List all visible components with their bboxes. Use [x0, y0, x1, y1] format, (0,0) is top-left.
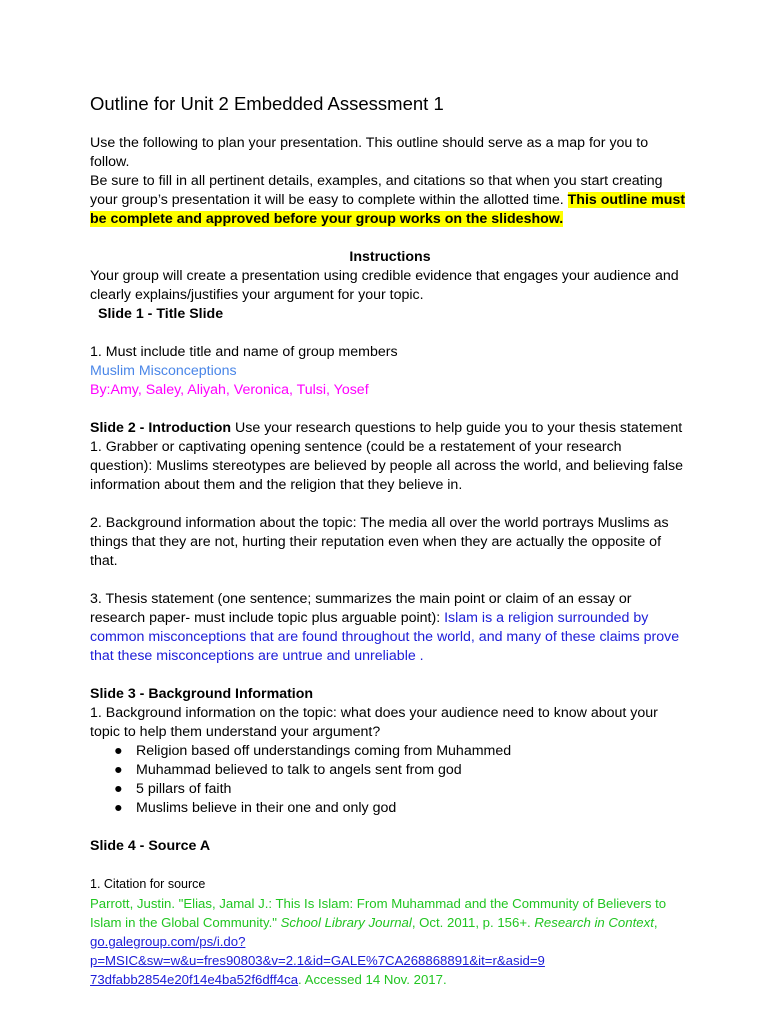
citation-label: 1. Citation for source: [90, 877, 206, 891]
slide3-heading: Slide 3 - Background Information: [90, 686, 314, 702]
citation-line: Parrott, Justin. "Elias, Jamal J.: This Is Islam: From Muhammad and the Community of Believers to: [90, 896, 667, 911]
highlighted-requirement: be complete and approved before your group works on the slideshow.: [90, 211, 564, 227]
slide4-heading: Slide 4 - Source A: [90, 838, 211, 854]
list-item: ● 5 pillars of faith: [114, 781, 232, 797]
instructions-heading: Instructions: [349, 249, 431, 265]
intro-line: [90, 210, 690, 229]
slide1-item: 1. Must include title and name of group members: [90, 344, 398, 360]
slide3-question: topic to help them understand your argument?: [90, 724, 381, 740]
slide1-heading: Slide 1 - Title Slide: [98, 306, 224, 322]
instructions-line: Your group will create a presentation using credible evidence that engages your audience and: [90, 268, 679, 284]
thesis-line: [90, 609, 690, 628]
slide2-heading-desc: Use your research questions to help guide you to your thesis statement: [231, 420, 683, 436]
page-title: Outline for Unit 2 Embedded Assessment 1: [90, 93, 444, 114]
citation-accessed: . Accessed 14 Nov. 2017.: [298, 972, 447, 987]
bullet-icon: ●: [114, 743, 123, 759]
background-line: things that they are not, hurting their reputation even when they are actually the opposite of that.: [90, 534, 662, 569]
slide2-heading-line: [90, 419, 690, 438]
intro-line: Use the following to plan your presentation. This outline should serve as a map for you to follow.: [90, 135, 649, 170]
citation-line: Islam in the Global Community." School Library Journal, Oct. 2011, p. 156+. Research in Context,: [90, 915, 658, 930]
thesis-line: 3. Thesis statement (one sentence; summarizes the main point or claim of an essay or: [90, 591, 632, 607]
instructions-line: clearly explains/justifies your argument for your topic.: [90, 287, 424, 303]
intro-text: your group’s presentation it will be easy to complete within the allotted time.: [90, 192, 568, 208]
background-line: 2. Background information about the topic: The media all over the world portrays Muslims as: [90, 515, 669, 531]
citation-line: [90, 970, 690, 989]
slide2-heading: Slide 2 - Introduction: [90, 420, 232, 436]
bullet-icon: ●: [114, 781, 123, 797]
slide3-question: 1. Background information on the topic: what does your audience need to know about your: [90, 705, 658, 721]
list-item: ● Muslims believe in their one and only god: [114, 800, 397, 816]
group-members: By:Amy, Saley, Aliyah, Veronica, Tulsi, Yosef: [90, 382, 369, 398]
list-item: ● Muhammad believed to talk to angels sent from god: [114, 762, 462, 778]
grabber-line: question): Muslims stereotypes are believed by people all across the world, and believing false: [90, 458, 684, 474]
presentation-topic: Muslim Misconceptions: [90, 363, 237, 379]
bullet-icon: ●: [114, 800, 123, 816]
journal-title: School Library Journal: [280, 915, 412, 930]
citation-url-link[interactable]: go.galegroup.com/ps/i.do?p=MSIC&sw=w&u=fres90803&v=2.1&id=GALE%7CA268868891&it=r&asid=9: [90, 934, 545, 968]
list-item: ● Religion based off understandings coming from Muhammed: [114, 743, 512, 759]
highlighted-requirement: This outline must: [567, 192, 686, 208]
citation-url-link[interactable]: 73dfabb2854e20f14e4ba52f6dff4ca: [90, 972, 299, 987]
thesis-answer: Islam is a religion surrounded by: [444, 610, 649, 626]
intro-paragraph: [90, 134, 690, 229]
thesis-answer-line: that these misconceptions are untrue and unreliable .: [90, 648, 424, 664]
background-bullet-list: [90, 742, 690, 818]
thesis-prompt: research paper- must include topic plus arguable point):: [90, 610, 445, 626]
bullet-icon: ●: [114, 762, 123, 778]
grabber-line: 1. Grabber or captivating opening sentence (could be a restatement of your research: [90, 439, 622, 455]
thesis-answer-line: common misconceptions that are found throughout the world, and many of these claims prove: [90, 629, 680, 645]
grabber-line: information about them and the religion that they believe in.: [90, 477, 463, 493]
database-title: Research in Context: [534, 915, 654, 930]
intro-line: Be sure to fill in all pertinent details, examples, and citations so that when you start creating: [90, 173, 663, 189]
document-body: [90, 92, 690, 989]
intro-line: [90, 191, 690, 210]
